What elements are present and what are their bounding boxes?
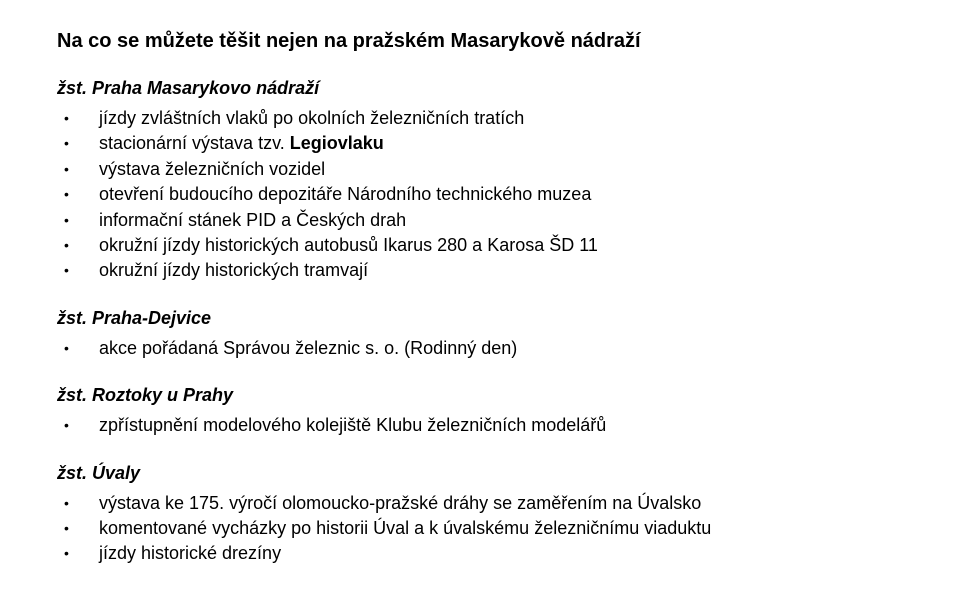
- list-item: [57, 516, 957, 541]
- section-uvaly: [57, 462, 957, 567]
- page-title: Na co se můžete těšit nejen na pražském Masarykově nádraží: [57, 30, 641, 52]
- item-list: [57, 336, 957, 361]
- item-text: stacionární výstava tzv.: [99, 133, 290, 154]
- item-text: výstava ke 175. výročí olomoucko-pražské dráhy se zaměřením na Úvalsko: [99, 492, 702, 513]
- list-item: [57, 157, 957, 182]
- item-text: jízdy zvláštních vlaků po okolních železničních tratích: [99, 108, 525, 128]
- bullet-icon: •: [64, 211, 69, 228]
- section-praha-dejvice: [57, 307, 957, 361]
- bullet-icon: •: [64, 186, 69, 203]
- item-text: jízdy historické drezíny: [99, 543, 282, 564]
- item-list: [57, 413, 957, 438]
- item-text: otevření budoucího depozitáře Národního technického muzea: [99, 184, 592, 205]
- section-heading: žst. Praha-Dejvice: [57, 307, 212, 328]
- item-text: informační stánek PID a Českých drah: [99, 209, 407, 230]
- list-item: [57, 491, 957, 516]
- bullet-icon: •: [64, 135, 69, 152]
- bullet-icon: •: [64, 520, 69, 537]
- section-heading: žst. Roztoky u Prahy: [57, 385, 234, 406]
- bullet-icon: •: [64, 339, 69, 356]
- list-item: [57, 541, 957, 566]
- list-item: [57, 413, 957, 438]
- list-item: [57, 233, 957, 258]
- item-text: okružní jízdy historických tramvají: [99, 260, 369, 281]
- bullet-icon: •: [64, 494, 69, 511]
- item-text: zpřístupnění modelového kolejiště Klubu železničních modelářů: [99, 415, 607, 436]
- list-item: [57, 258, 957, 283]
- bullet-icon: •: [64, 110, 69, 126]
- list-item: [57, 131, 957, 156]
- section-praha-masarykovo: [57, 77, 957, 284]
- list-item: [57, 336, 957, 361]
- item-text: okružní jízdy historických autobusů Ikarus 280 a Karosa ŠD 11: [99, 235, 598, 256]
- item-text: komentované vycházky po historii Úval a k úvalskému železničnímu viaduktu: [99, 518, 712, 539]
- item-bold-text: Legiovlaku: [289, 133, 384, 154]
- bullet-icon: •: [64, 545, 69, 562]
- section-heading: žst. Praha Masarykovo nádraží: [57, 78, 320, 98]
- list-item: [57, 208, 957, 233]
- bullet-icon: •: [64, 262, 69, 279]
- section-roztoky-u-prahy: [57, 384, 957, 438]
- bullet-icon: •: [64, 417, 69, 434]
- list-item: [57, 182, 957, 207]
- item-text: výstava železničních vozidel: [99, 158, 326, 179]
- item-list: [57, 491, 957, 567]
- item-text: akce pořádaná Správou železnic s. o. (Rodinný den): [99, 337, 518, 358]
- bullet-icon: •: [64, 160, 69, 177]
- bullet-icon: •: [64, 237, 69, 254]
- list-item: [57, 106, 957, 131]
- section-heading: žst. Úvaly: [57, 462, 141, 483]
- item-list: [57, 106, 957, 284]
